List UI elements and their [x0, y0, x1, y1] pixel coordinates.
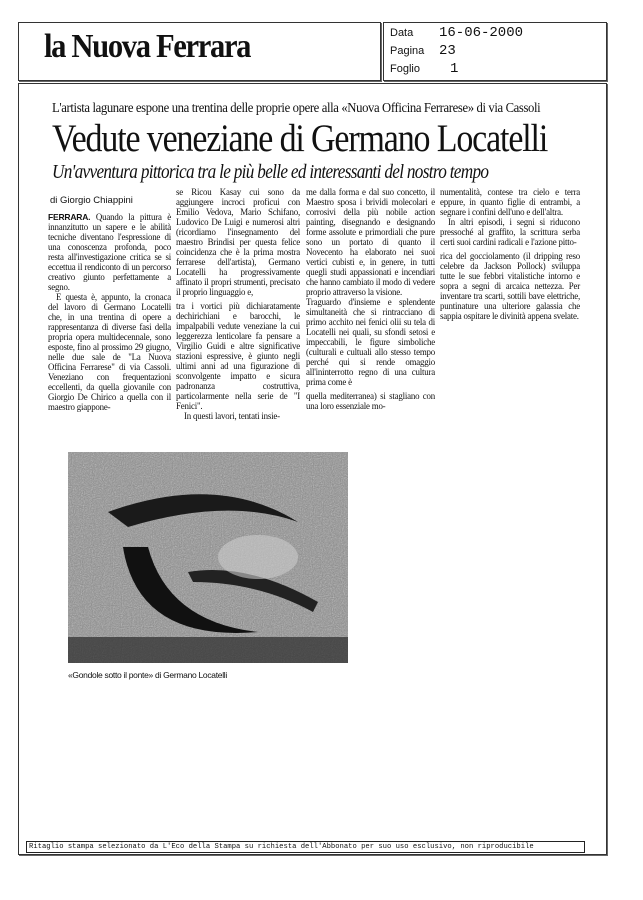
- paragraph: me dalla forma e dal suo concetto, il Maestro sposa i brividi molecolari e corrosivi della più nobile action painting, disegnando e designando forme assolute e primordiali che pure sono un portato di quanto il Novecento ha elaborato nei suoi vertici cubisti e, in genere, in tutti quegli studi appassionati e incendiari che hanno cambiato il modo di vedere proprio attraverso la visione.: [306, 187, 435, 297]
- data-label: Data: [390, 27, 414, 39]
- paragraph: E questa è, appunto, la cronaca del lavoro di Germano Locatelli che, in una trentina di opere a rappresentanza di diverse fasi della propria opera multidecennale, sono esposte, fino al prossimo 29 giugno, nelle due sale de "La Nuova Officina Ferrarese" di via Cassoli. Veneziano con frequentazioni eccellenti, da quella giovanile con Giorgio De Chirico a quella con il maestro giappone-: [48, 292, 171, 412]
- newspaper-logo: la Nuova Ferrara: [44, 28, 251, 65]
- column-2: [176, 187, 300, 421]
- kicker: L'artista lagunare espone una trentina delle proprie opere alla «Nuova Officina Ferrarese» di via Cassoli: [52, 100, 541, 115]
- paragraph: rica del gocciolamento (il dripping reso celebre da Jackson Pollock) sviluppa tutte le sue febbri vitalistiche intorno e sopra a segni di arcaica nettezza. Per inventare tra scarti, sottili bave elettriche, puntinature una ulteriore galassia che sappia ospitare le divinità appena svelate.: [440, 251, 580, 321]
- column-3: [306, 187, 435, 411]
- paragraph: se Ricou Kasay cui sono da aggiungere incroci proficui con Emilio Vedova, Mario Schifano, Ludovico De Luigi e numerosi altri (ricordiamo l'insegnamento del maestro Brindisi per questa felice coincidenza che è la prima mostra ferrarese dell'artista), Germano Locatelli ha progressivamente affinato il propri strumenti, precisato il proprio linguaggio e,: [176, 187, 300, 297]
- foglio-label: Foglio: [390, 63, 420, 75]
- byline: di Giorgio Chiappini: [50, 195, 133, 206]
- pagina-value: 23: [439, 43, 456, 59]
- paragraph: In altri episodi, i segni si riducono pressoché al graffito, la scrittura serba certi suoi cardini radicali e l'azione pitto-: [440, 217, 580, 247]
- column-4: [440, 187, 580, 321]
- info-box: [383, 22, 607, 81]
- column-1: [48, 212, 171, 412]
- paragraph: Quando la pittura è innanzitutto un sapere e le abilità tecniche diventano l'espressione di una conoscenza profonda, poco resta all'investigazione critica se si eccettua il rendiconto di un percorso creativo giunto perfettamente a segno.: [48, 212, 171, 292]
- paragraph: tra i vortici più dichiaratamente dechirichiani e barocchi, le impalpabili vedute veneziane la cui leggerezza lenticolare fa pensare a Virgilio Guidi e altre significative stazioni espressive, è giunto negli ultimi anni ad una figurazione di sconvolgente impatto e sicura padronanza costruttiva, particolarmente nella serie de "I Fenici".: [176, 301, 300, 411]
- paragraph: quella mediterranea) si stagliano con una loro essenziale mo-: [306, 391, 435, 411]
- photo-caption: «Gondole sotto il ponte» di Germano Locatelli: [68, 670, 227, 680]
- headline: Vedute veneziane di Germano Locatelli: [52, 117, 548, 160]
- dateline: FERRARA.: [48, 212, 91, 222]
- foglio-value: 1: [450, 61, 459, 77]
- paragraph: In questi lavori, tentati insie-: [184, 411, 280, 421]
- paragraph: numentalità, contese tra cielo e terra eppure, in quanto figlie di entrambi, a segnare i confini dell'uno e dell'altra.: [440, 187, 580, 217]
- masthead-box: [18, 22, 381, 81]
- clipping-footer: Ritaglio stampa selezionato da L'Eco della Stampa su richiesta dell'Abbonato per suo uso esclusivo, non riproducibile: [26, 841, 585, 853]
- data-value: 16-06-2000: [439, 25, 524, 41]
- pagina-label: Pagina: [390, 45, 425, 57]
- paragraph: Traguardo d'insieme e splendente simultaneità che si rintracciano di primo acchito nei fenici olii su tela di Locatelli nei quali, su sfondi setosi e impeccabili, le figure simboliche (culturali e cultuali allo stesso tempo perché qui si rende omaggio all'ininterrotto regno di una cultura prima come è: [306, 297, 435, 387]
- subhead: Un'avventura pittorica tra le più belle ed interessanti del nostro tempo: [52, 161, 489, 183]
- painting-photo: [68, 452, 348, 663]
